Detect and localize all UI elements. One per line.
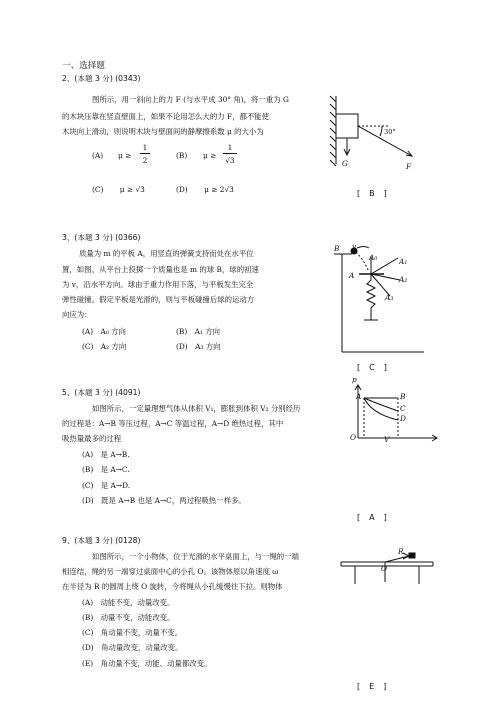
q9-option-a: (A) 动能不变，动量改变。	[82, 598, 175, 607]
q3-figure-v: v	[352, 242, 357, 251]
q3-figure-spring-plate	[334, 240, 434, 350]
q5-header: 5、(本题 3 分) (4091)	[62, 388, 141, 397]
q5-text-line1: 如图所示，一定量理想气体从体积 V₁，膨胀到体积 V₂ 分别经历	[92, 404, 301, 413]
q2-option-b-num: 1	[227, 143, 233, 152]
q3-figure-a1: A₁	[399, 257, 408, 266]
q3-answer: [ C ]	[357, 363, 388, 372]
q5-answer: [ A ]	[357, 513, 388, 522]
option-label: (A)	[92, 151, 104, 160]
q2-figure-wall-block	[322, 92, 432, 177]
q5-figure-pv-diagram	[350, 384, 440, 444]
q5-text-line3: 吸热量最多的过程	[62, 434, 122, 443]
q3-text-line5: 向应为：	[62, 310, 92, 319]
q3-option-b: (B) A₁ 方向	[176, 327, 221, 336]
q5-figure-p: p	[352, 375, 357, 384]
q2-figure-g: G	[342, 159, 348, 168]
q9-header: 9、(本题 3 分) (0128)	[62, 536, 141, 545]
q3-text-line2: 置，如图。从平台上投掷一个质量也是 m 的球 B，球的初速	[62, 265, 259, 274]
q9-text-line2: 相连结，绳的另一端穿过桌面中心的小孔 O。该物体原以角速度 ω	[62, 567, 279, 576]
q2-text-line3: 木块向上滑动，则说明木块与壁面间的静摩擦系数 μ 的大小为	[62, 127, 264, 136]
q9-option-d: (D) 角动量改变，动量改变。	[82, 643, 183, 652]
q3-figure-a0: A₀	[369, 253, 378, 262]
q2-option-b-sym: μ ≥	[203, 151, 217, 160]
q3-option-c: (C) A₂ 方向	[82, 342, 127, 351]
fraction-bar	[140, 153, 150, 154]
q2-option-d	[176, 185, 234, 194]
q5-figure-b: B	[400, 392, 406, 401]
q3-text-line3: 为 v，沿水平方向。球由于重力作用下落，与平板发生完全	[62, 280, 254, 289]
q3-option-a: (A) A₀ 方向	[82, 327, 126, 336]
q3-text-line1: 质量为 m 的平板 A，用竖直的弹簧支持而处在水平位	[79, 249, 254, 258]
q2-option-b	[176, 151, 187, 160]
option-label: (B)	[176, 151, 188, 160]
q9-answer: [ E ]	[357, 682, 387, 691]
q9-figure-r: R	[398, 547, 404, 556]
option-label: (C)	[92, 185, 104, 194]
q2-option-a-den: 2	[142, 156, 148, 165]
q5-option-b: (B) 是 A→C.	[82, 465, 130, 474]
fraction-bar	[223, 153, 237, 154]
q5-figure-c: C	[400, 404, 406, 413]
section-title: 一、选择题	[62, 61, 105, 71]
q2-text-line2: 的木块压靠在竖直壁面上，如果不论用怎么大的力 F，都不能使	[62, 112, 270, 121]
q2-figure-angle: 30°	[384, 128, 396, 136]
q9-option-c: (C) 角动量不变，动量不变。	[82, 628, 183, 637]
q2-option-b-den: √3	[225, 156, 235, 165]
q3-header: 3、(本题 3 分) (0366)	[62, 233, 141, 242]
q2-text-line1: 图所示，用一斜向上的力 F (与水平成 30° 角)，将一重为 G	[92, 95, 289, 104]
q5-option-a: (A) 是 A→B.	[82, 450, 130, 459]
q3-figure-a2: A₂	[399, 275, 408, 284]
q3-figure-b: B	[334, 244, 340, 253]
q3-option-d: (D) A₃ 方向	[176, 342, 221, 351]
q5-figure-v: V	[384, 435, 390, 444]
q3-figure-a3: A₃	[385, 293, 394, 302]
q5-figure-o: O	[350, 433, 357, 442]
q2-option-c	[92, 185, 145, 194]
option-label: (D)	[176, 185, 188, 194]
q5-figure-d: D	[400, 414, 406, 423]
q2-option-a	[92, 151, 103, 160]
option-text: μ ≥ 2√3	[204, 185, 234, 194]
option-text: μ ≥ √3	[119, 185, 145, 194]
q9-option-b: (B) 动量不变，动能改变。	[82, 613, 175, 622]
q9-text-line3: 在半径为 R 的圆周上绕 O 旋转，今将绳从小孔缓慢往下拉。则物体	[62, 582, 283, 591]
q9-option-e: (E) 角动量不变，动能、动量都改变。	[82, 659, 212, 668]
q2-header: 2、(本题 3 分) (0343)	[62, 74, 141, 83]
q5-figure-a: A	[356, 392, 362, 401]
q3-figure-a: A	[349, 271, 355, 280]
q2-option-a-num: 1	[142, 143, 148, 152]
q9-figure-o: O	[381, 564, 388, 573]
q2-figure-f: F	[406, 162, 412, 171]
q5-option-c: (C) 是 A→D.	[82, 481, 131, 490]
q5-text-line2: 的过程是：A→B 等压过程，A→C 等温过程，A→D 绝热过程，其中	[62, 419, 284, 428]
q2-answer: [ B ]	[357, 189, 388, 198]
q5-option-d: (D) 既是 A→B 也是 A→C，两过程吸热一样多。	[82, 496, 246, 505]
q2-option-a-sym: μ ≥	[118, 151, 132, 160]
q3-text-line4: 弹性碰撞。假定平板是光滑的，则与平板碰撞后球的运动方	[62, 295, 255, 304]
q9-text-line1: 如图所示，一个小物体，位于光滑的水平桌面上，与一绳的一端	[92, 552, 299, 561]
